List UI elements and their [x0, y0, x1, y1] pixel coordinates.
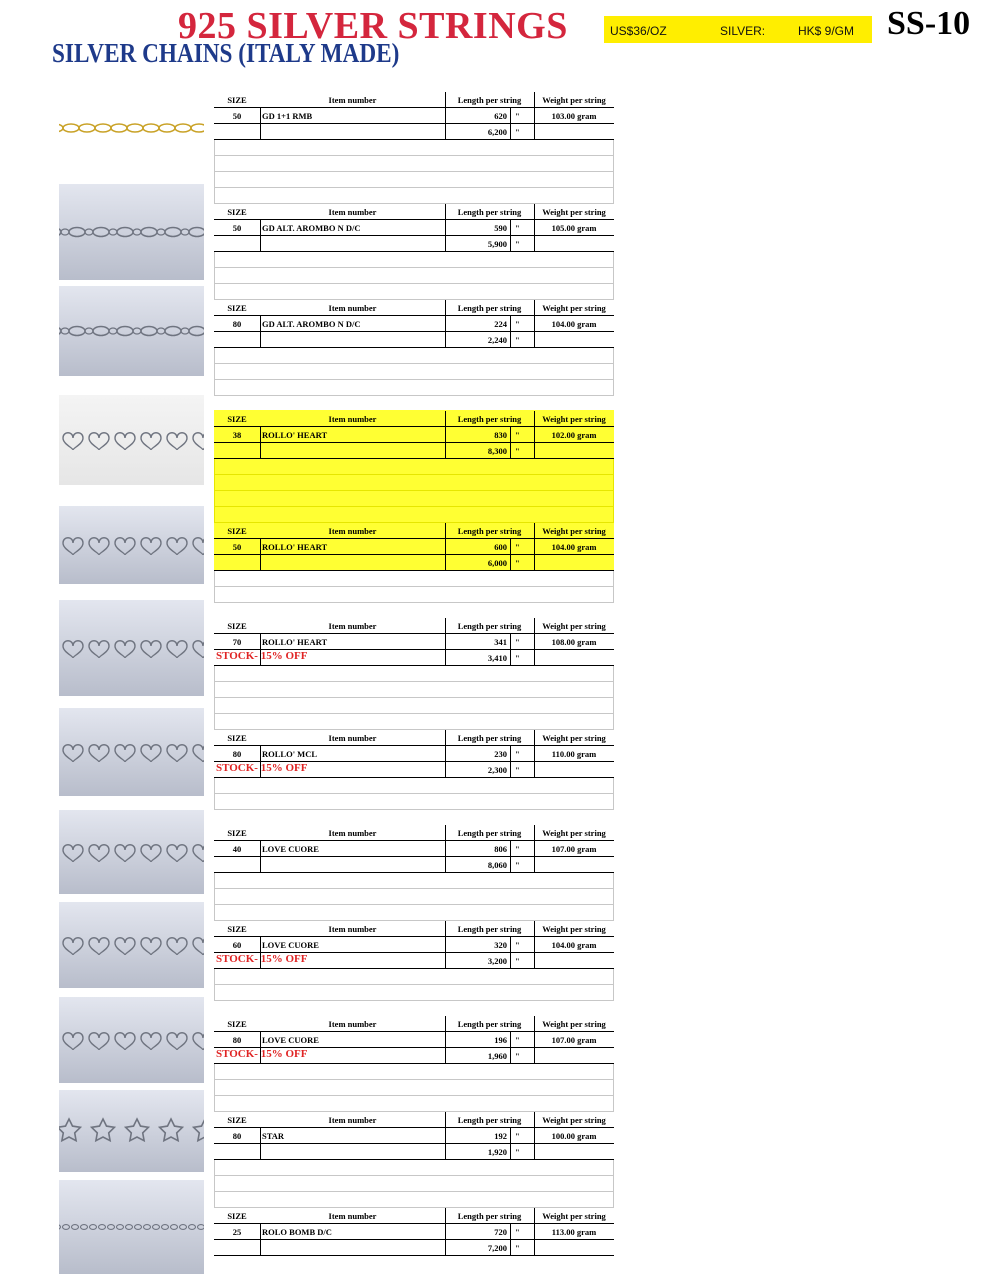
table-header-row	[214, 204, 614, 220]
price-usd: US$36/OZ	[610, 24, 667, 38]
header-weight: Weight per string	[542, 733, 606, 743]
header-size: SIZE	[227, 414, 247, 424]
header-length: Length per string	[457, 95, 522, 105]
table-row	[214, 539, 614, 555]
weight-value: 113.00 gram	[551, 1227, 597, 1237]
header-length: Length per string	[457, 733, 522, 743]
table-row-total	[214, 650, 614, 666]
empty-grid-row	[214, 682, 614, 698]
unit-mark: "	[515, 765, 520, 775]
item-value: GD ALT. AROMBO N D/C	[262, 223, 361, 233]
size-value: 80	[232, 319, 242, 329]
empty-grid-row	[214, 284, 614, 300]
header-item: Item number	[328, 924, 377, 934]
header-size: SIZE	[227, 733, 247, 743]
empty-grid-row	[214, 491, 614, 507]
total-length-value: 8,300	[487, 446, 507, 456]
table-row-total	[214, 953, 614, 969]
empty-grid-row	[214, 364, 614, 380]
header-length: Length per string	[457, 526, 522, 536]
header-weight: Weight per string	[542, 303, 606, 313]
header-size: SIZE	[227, 526, 247, 536]
length-value: 341	[494, 637, 507, 647]
empty-grid-row	[214, 587, 614, 603]
empty-grid-row	[214, 1080, 614, 1096]
header-length: Length per string	[457, 207, 522, 217]
empty-grid-row	[214, 985, 614, 1001]
table-row	[214, 108, 614, 124]
header-item: Item number	[328, 303, 377, 313]
total-length-value: 3,410	[487, 653, 507, 663]
chain-icon	[59, 1090, 204, 1172]
product-photo	[59, 902, 204, 988]
stock-note: STOCK- 15% OFF	[216, 953, 308, 965]
unit-mark: "	[515, 860, 520, 870]
header-item: Item number	[328, 95, 377, 105]
table-header-row	[214, 1016, 614, 1032]
length-value: 806	[494, 844, 507, 854]
length-value: 720	[494, 1227, 507, 1237]
header-item: Item number	[328, 414, 377, 424]
page-title: 925 SILVER STRINGS	[178, 5, 568, 47]
empty-grid-row	[214, 794, 614, 810]
table-row-total	[214, 1240, 614, 1256]
unit-mark: "	[515, 1035, 520, 1045]
chain-icon	[59, 708, 204, 796]
unit-mark: "	[515, 430, 520, 440]
empty-grid-row	[214, 459, 614, 475]
product-photo	[59, 1180, 204, 1274]
size-value: 25	[232, 1227, 242, 1237]
unit-mark: "	[515, 1243, 520, 1253]
table-row	[214, 1032, 614, 1048]
product-photo	[59, 600, 204, 696]
size-value: 50	[232, 542, 242, 552]
weight-value: 107.00 gram	[551, 1035, 597, 1045]
item-value: GD ALT. AROMBO N D/C	[262, 319, 361, 329]
header-weight: Weight per string	[542, 414, 606, 424]
header-size: SIZE	[227, 1211, 247, 1221]
weight-value: 108.00 gram	[551, 637, 597, 647]
table-header-row	[214, 618, 614, 634]
header-weight: Weight per string	[542, 924, 606, 934]
total-length-value: 1,960	[487, 1051, 507, 1061]
total-length-value: 2,300	[487, 765, 507, 775]
product-photo	[59, 810, 204, 894]
table-row	[214, 1224, 614, 1240]
item-value: LOVE CUORE	[262, 940, 319, 950]
table-row	[214, 937, 614, 953]
empty-grid-row	[214, 873, 614, 889]
table-row-total	[214, 1048, 614, 1064]
table-row-total	[214, 762, 614, 778]
weight-value: 107.00 gram	[551, 844, 597, 854]
item-value: LOVE CUORE	[262, 1035, 319, 1045]
table-row	[214, 1128, 614, 1144]
weight-value: 103.00 gram	[551, 111, 597, 121]
empty-grid-row	[214, 1160, 614, 1176]
empty-grid-row	[214, 507, 614, 523]
header-length: Length per string	[457, 621, 522, 631]
empty-grid-row	[214, 889, 614, 905]
length-value: 600	[494, 542, 507, 552]
empty-grid-row	[214, 475, 614, 491]
table-row-total	[214, 332, 614, 348]
empty-grid-row	[214, 698, 614, 714]
unit-mark: "	[515, 844, 520, 854]
table-row	[214, 316, 614, 332]
table-row	[214, 841, 614, 857]
item-value: ROLLO' HEART	[262, 542, 328, 552]
stock-note: STOCK- 15% OFF	[216, 762, 308, 774]
weight-value: 102.00 gram	[551, 430, 597, 440]
table-row	[214, 427, 614, 443]
header-item: Item number	[328, 733, 377, 743]
header-item: Item number	[328, 621, 377, 631]
weight-value: 105.00 gram	[551, 223, 597, 233]
weight-value: 104.00 gram	[551, 940, 597, 950]
chain-icon	[59, 395, 204, 485]
unit-mark: "	[515, 335, 520, 345]
header-item: Item number	[328, 1019, 377, 1029]
header-size: SIZE	[227, 828, 247, 838]
empty-grid-row	[214, 1192, 614, 1208]
header-length: Length per string	[457, 1115, 522, 1125]
length-value: 196	[494, 1035, 507, 1045]
unit-mark: "	[515, 749, 520, 759]
header-weight: Weight per string	[542, 526, 606, 536]
length-value: 224	[494, 319, 507, 329]
header-length: Length per string	[457, 828, 522, 838]
empty-grid-row	[214, 905, 614, 921]
size-value: 80	[232, 1035, 242, 1045]
table-header-row	[214, 1208, 614, 1224]
empty-grid-row	[214, 969, 614, 985]
size-value: 60	[232, 940, 242, 950]
total-length-value: 5,900	[487, 239, 507, 249]
table-header-row	[214, 92, 614, 108]
product-photo	[59, 997, 204, 1083]
unit-mark: "	[515, 127, 520, 137]
size-value: 50	[232, 111, 242, 121]
unit-mark: "	[515, 558, 520, 568]
total-length-value: 1,920	[487, 1147, 507, 1157]
item-value: ROLLO' HEART	[262, 430, 328, 440]
chain-icon	[59, 286, 204, 376]
table-row-total	[214, 857, 614, 873]
table-header-row	[214, 730, 614, 746]
page-subtitle: SILVER CHAINS (ITALY MADE)	[52, 38, 400, 68]
chain-icon	[59, 600, 204, 696]
header-length: Length per string	[457, 1211, 522, 1221]
chain-icon	[59, 810, 204, 894]
header-size: SIZE	[227, 1019, 247, 1029]
unit-mark: "	[515, 1051, 520, 1061]
empty-grid-row	[214, 252, 614, 268]
size-value: 50	[232, 223, 242, 233]
length-value: 192	[494, 1131, 507, 1141]
empty-grid-row	[214, 188, 614, 204]
chain-icon	[59, 100, 204, 150]
item-value: LOVE CUORE	[262, 844, 319, 854]
item-value: ROLO BOMB D/C	[262, 1227, 332, 1237]
empty-grid-row	[214, 172, 614, 188]
table-row-total	[214, 236, 614, 252]
empty-grid-row	[214, 140, 614, 156]
header-weight: Weight per string	[542, 828, 606, 838]
header-item: Item number	[328, 526, 377, 536]
header-item: Item number	[328, 1115, 377, 1125]
item-value: STAR	[262, 1131, 285, 1141]
size-value: 38	[232, 430, 242, 440]
header-item: Item number	[328, 828, 377, 838]
item-value: ROLLO' MCL	[262, 749, 318, 759]
length-value: 620	[494, 111, 507, 121]
empty-grid-row	[214, 666, 614, 682]
chain-icon	[59, 902, 204, 988]
table-row	[214, 746, 614, 762]
header-weight: Weight per string	[542, 1115, 606, 1125]
empty-grid-row	[214, 268, 614, 284]
item-value: GD 1+1 RMB	[262, 111, 313, 121]
length-value: 830	[494, 430, 507, 440]
price-silver-label: SILVER:	[720, 24, 766, 38]
total-length-value: 7,200	[487, 1243, 507, 1253]
item-value: ROLLO' HEART	[262, 637, 328, 647]
table-row-total	[214, 555, 614, 571]
size-value: 80	[232, 749, 242, 759]
table-header-row	[214, 523, 614, 539]
empty-grid-row	[214, 156, 614, 172]
weight-value: 100.00 gram	[551, 1131, 597, 1141]
product-photo	[59, 286, 204, 376]
total-length-value: 6,000	[487, 558, 507, 568]
unit-mark: "	[515, 940, 520, 950]
table-row-total	[214, 443, 614, 459]
empty-grid-row	[214, 1096, 614, 1112]
empty-grid-row	[214, 714, 614, 730]
empty-grid-row	[214, 571, 614, 587]
chain-icon	[59, 1180, 204, 1274]
unit-mark: "	[515, 956, 520, 966]
unit-mark: "	[515, 542, 520, 552]
unit-mark: "	[515, 653, 520, 663]
header-size: SIZE	[227, 207, 247, 217]
header-length: Length per string	[457, 414, 522, 424]
product-photo	[59, 1090, 204, 1172]
product-photo	[59, 506, 204, 584]
header-weight: Weight per string	[542, 1019, 606, 1029]
product-photo	[59, 708, 204, 796]
header-weight: Weight per string	[542, 207, 606, 217]
product-photo	[59, 395, 204, 485]
header-item: Item number	[328, 1211, 377, 1221]
header-weight: Weight per string	[542, 621, 606, 631]
total-length-value: 6,200	[487, 127, 507, 137]
unit-mark: "	[515, 319, 520, 329]
table-header-row	[214, 921, 614, 937]
chain-icon	[59, 184, 204, 280]
header-weight: Weight per string	[542, 95, 606, 105]
empty-grid-row	[214, 380, 614, 396]
table-row-total	[214, 1144, 614, 1160]
unit-mark: "	[515, 1227, 520, 1237]
page-code: SS-10	[887, 5, 971, 42]
header-size: SIZE	[227, 303, 247, 313]
empty-grid-row	[214, 778, 614, 794]
unit-mark: "	[515, 111, 520, 121]
product-photo	[59, 100, 204, 150]
total-length-value: 3,200	[487, 956, 507, 966]
header-length: Length per string	[457, 1019, 522, 1029]
empty-grid-row	[214, 348, 614, 364]
table-header-row	[214, 300, 614, 316]
chain-icon	[59, 997, 204, 1083]
unit-mark: "	[515, 239, 520, 249]
header-length: Length per string	[457, 303, 522, 313]
unit-mark: "	[515, 446, 520, 456]
table-header-row	[214, 1112, 614, 1128]
length-value: 230	[494, 749, 507, 759]
empty-grid-row	[214, 1176, 614, 1192]
weight-value: 104.00 gram	[551, 542, 597, 552]
table-header-row	[214, 825, 614, 841]
empty-grid-row	[214, 1064, 614, 1080]
length-value: 320	[494, 940, 507, 950]
header-size: SIZE	[227, 621, 247, 631]
size-value: 70	[232, 637, 242, 647]
stock-note: STOCK- 15% OFF	[216, 1048, 308, 1060]
product-photo	[59, 184, 204, 280]
header-weight: Weight per string	[542, 1211, 606, 1221]
total-length-value: 8,060	[487, 860, 507, 870]
total-length-value: 2,240	[487, 335, 507, 345]
stock-note: STOCK- 15% OFF	[216, 650, 308, 662]
header-length: Length per string	[457, 924, 522, 934]
price-hkd: HK$ 9/GM	[798, 24, 855, 38]
weight-value: 110.00 gram	[551, 749, 597, 759]
header-size: SIZE	[227, 95, 247, 105]
unit-mark: "	[515, 1131, 520, 1141]
length-value: 590	[494, 223, 507, 233]
header-size: SIZE	[227, 924, 247, 934]
unit-mark: "	[515, 223, 520, 233]
header-item: Item number	[328, 207, 377, 217]
weight-value: 104.00 gram	[551, 319, 597, 329]
size-value: 40	[232, 844, 242, 854]
chain-icon	[59, 506, 204, 584]
table-row	[214, 634, 614, 650]
table-header-row	[214, 411, 614, 427]
table-row	[214, 220, 614, 236]
table-row-total	[214, 124, 614, 140]
unit-mark: "	[515, 637, 520, 647]
size-value: 80	[232, 1131, 242, 1141]
header-size: SIZE	[227, 1115, 247, 1125]
unit-mark: "	[515, 1147, 520, 1157]
price-banner	[604, 16, 872, 43]
